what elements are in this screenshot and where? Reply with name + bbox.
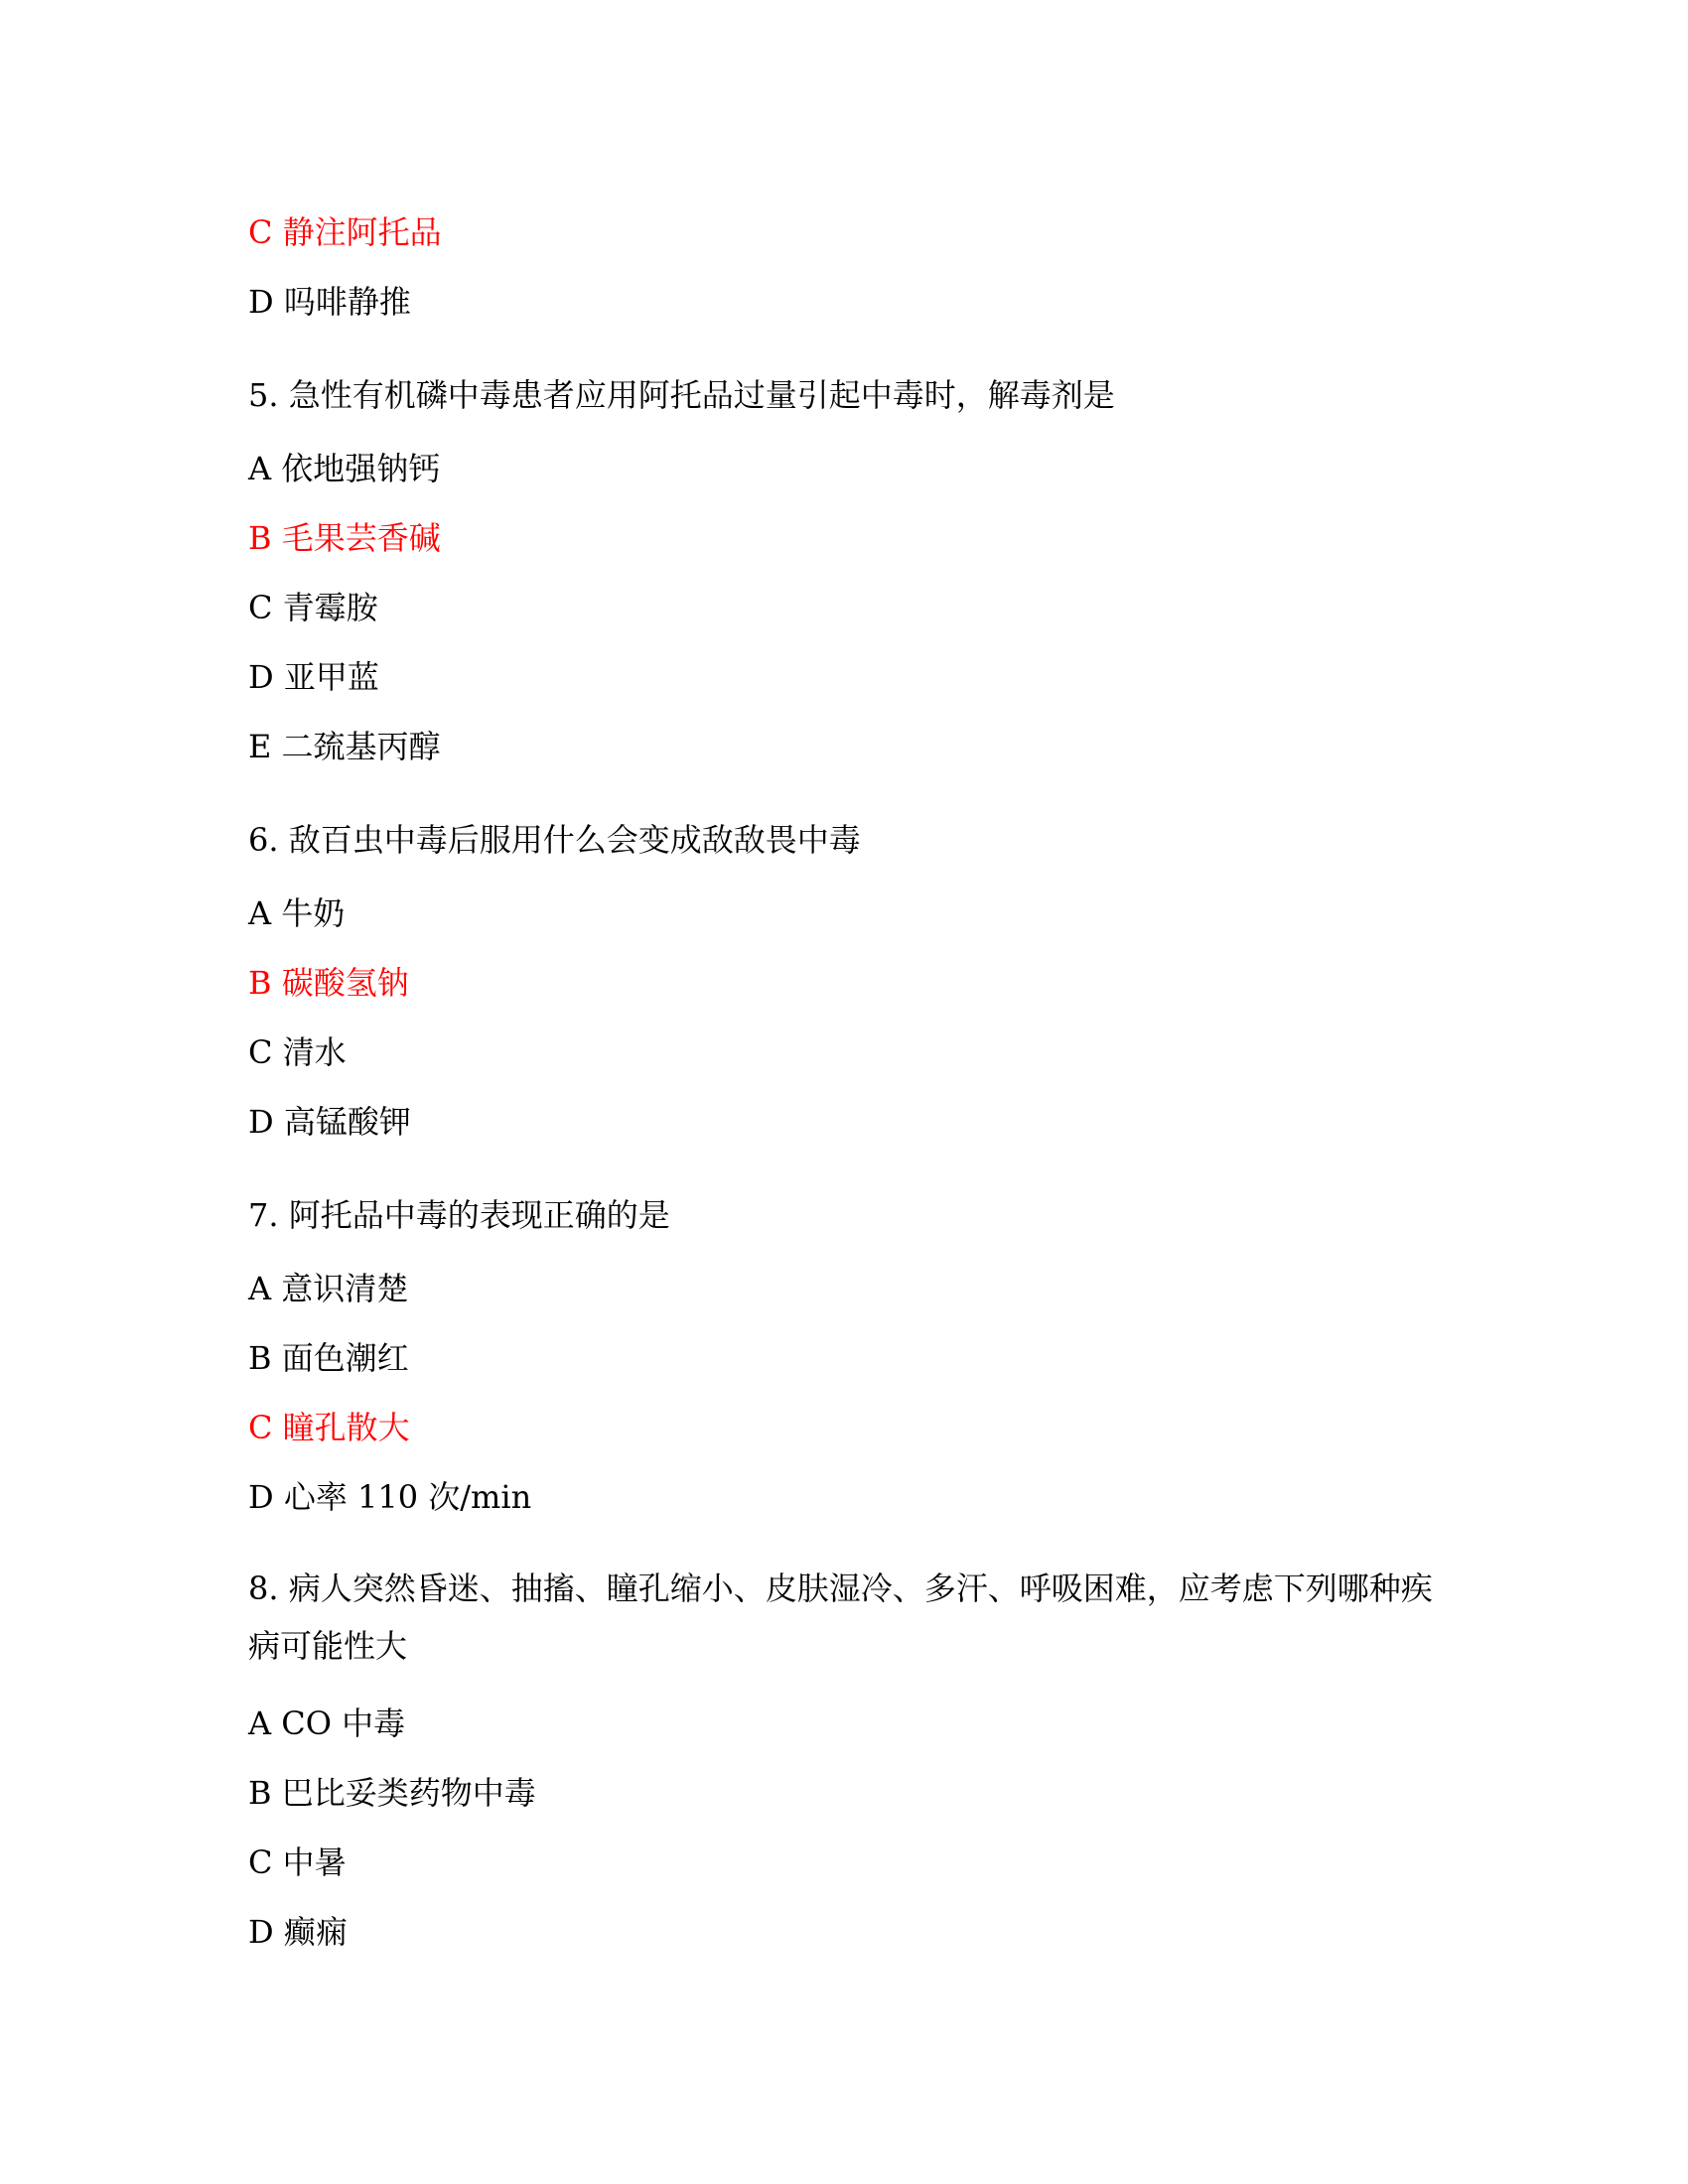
q7-question: 7. 阿托品中毒的表现正确的是 (248, 1196, 670, 1234)
q8-option-a: A CO 中毒 (248, 1705, 406, 1742)
q5-option-c: C 青霉胺 (248, 589, 378, 626)
q8-option-d: D 癫痫 (248, 1913, 348, 1951)
q6-question: 6. 敌百虫中毒后服用什么会变成敌敌畏中毒 (248, 821, 861, 859)
q8-option-c: C 中暑 (248, 1843, 347, 1881)
q8-option-b: B 巴比妥类药物中毒 (248, 1774, 536, 1812)
q6-option-c: C 清水 (248, 1033, 347, 1071)
q4-option-c: C 静注阿托品 (248, 213, 442, 251)
q5-option-e: E 二巯基丙醇 (248, 728, 441, 765)
q6-option-d: D 高锰酸钾 (248, 1103, 411, 1141)
q7-option-a: A 意识清楚 (248, 1270, 409, 1307)
q5-option-a: A 依地强钠钙 (248, 450, 441, 487)
q7-option-c: C 瞳孔散大 (248, 1409, 410, 1446)
q8-question: 8. 病人突然昏迷、抽搐、瞳孔缩小、皮肤湿冷、多汗、呼吸困难，应考虑下列哪种疾病可能性大 (248, 1570, 1433, 1665)
q5-question: 5. 急性有机磷中毒患者应用阿托品过量引起中毒时，解毒剂是 (248, 376, 1115, 414)
q6-option-a: A 牛奶 (248, 894, 346, 932)
q4-option-d: D 吗啡静推 (248, 283, 411, 321)
q6-option-b: B 碳酸氢钠 (248, 964, 409, 1002)
q5-option-d: D 亚甲蓝 (248, 658, 379, 696)
q7-option-b: B 面色潮红 (248, 1339, 409, 1377)
q5-option-b: B 毛果芸香碱 (248, 519, 441, 557)
q7-option-d: D 心率 110 次/min (248, 1478, 532, 1516)
